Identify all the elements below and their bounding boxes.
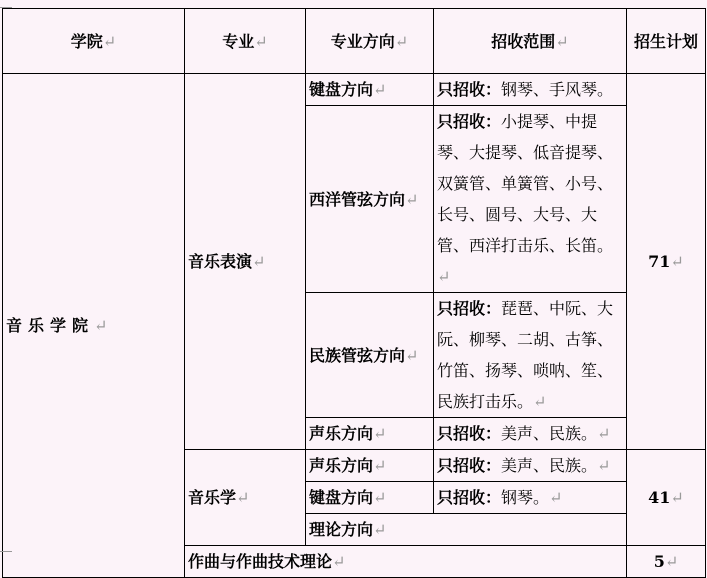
header-major: 专业↵ [185, 9, 306, 74]
table-row [3, 74, 706, 106]
header-scope: 招收范围↵ [434, 9, 627, 74]
page-margin-marks-bottom [0, 550, 707, 558]
direction-folk: 民族管弦方向↵ [306, 293, 434, 418]
header-direction: 专业方向↵ [306, 9, 434, 74]
header-college: 学院↵ [3, 9, 185, 74]
scope-keyboard: 只招收：钢琴、手风琴。 [434, 74, 627, 106]
scope-folk: 只招收：琵琶、中阮、大阮、柳琴、二胡、古筝、竹笛、扬琴、唢呐、笙、民族打击乐。↵ [434, 293, 627, 418]
direction-theory: 理论方向↵ [306, 514, 627, 546]
plan-composition: 5↵ [627, 546, 706, 578]
scope-vocal: 只招收：美声、民族。↵ [434, 418, 627, 450]
major-composition: 作曲与作曲技术理论↵ [185, 546, 627, 578]
college-cell: 音乐学院↵ [3, 74, 185, 578]
admission-table [2, 8, 706, 578]
plan-performance: 71↵ [627, 74, 706, 450]
direction-keyboard-2: 键盘方向↵ [306, 482, 434, 514]
major-musicology: 音乐学↵ [185, 450, 306, 546]
scope-western: 只招收：小提琴、中提琴、大提琴、低音提琴、双簧管、单簧管、小号、长号、圆号、大号、大管、西洋打击乐、长笛。↵ [434, 106, 627, 293]
direction-western: 西洋管弦方向↵ [306, 106, 434, 293]
direction-vocal-2: 声乐方向↵ [306, 450, 434, 482]
header-plan: 招生计划 [627, 9, 706, 74]
major-performance: 音乐表演↵ [185, 74, 306, 450]
plan-musicology: 41↵ [627, 450, 706, 546]
scope-keyboard-2: 只招收：钢琴。↵ [434, 482, 627, 514]
scope-vocal-2: 只招收：美声、民族。↵ [434, 450, 627, 482]
direction-keyboard: 键盘方向↵ [306, 74, 434, 106]
header-row [3, 9, 706, 74]
page-margin-marks-top [0, 0, 707, 8]
direction-vocal: 声乐方向↵ [306, 418, 434, 450]
